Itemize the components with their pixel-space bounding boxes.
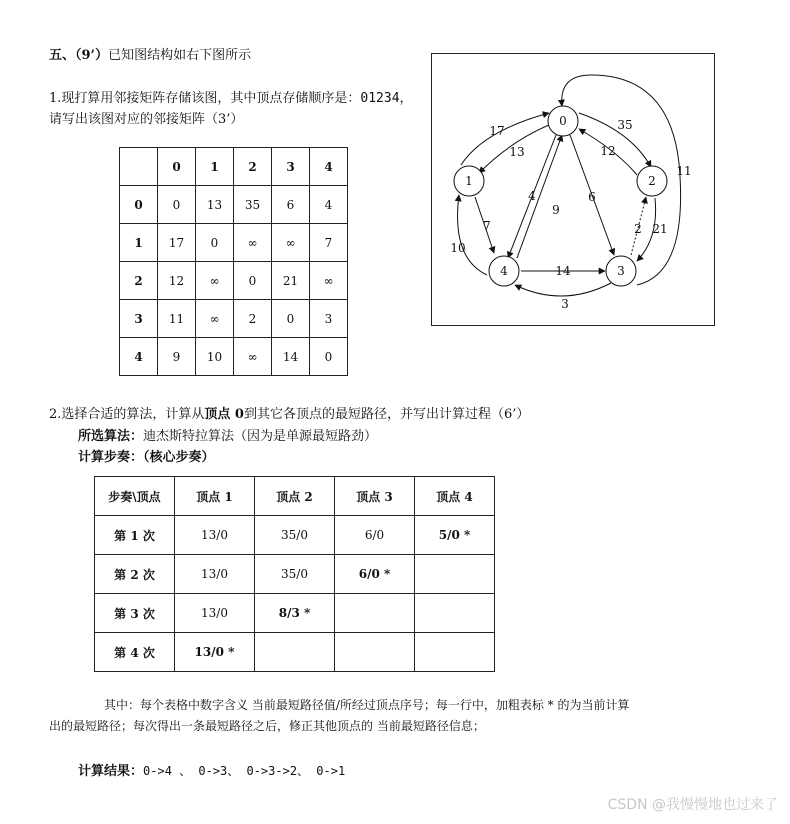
steps-header-row bbox=[95, 477, 495, 516]
graph-node-label: 0 bbox=[559, 114, 567, 128]
edge-weight-label: 7 bbox=[483, 219, 491, 233]
matrix-cell: 7 bbox=[310, 224, 348, 262]
matrix-cell: 17 bbox=[158, 224, 196, 262]
matrix-cell: ∞ bbox=[234, 338, 272, 376]
steps-col-header: 顶点 1 bbox=[175, 477, 255, 516]
matrix-col-header: 3 bbox=[272, 148, 310, 186]
edge-weight-label: 10 bbox=[450, 241, 466, 255]
edge-weight-label: 6 bbox=[588, 190, 596, 204]
matrix-row bbox=[120, 262, 348, 300]
graph-node-label: 4 bbox=[500, 264, 508, 278]
matrix-cell: 2 bbox=[234, 300, 272, 338]
graph-diagram bbox=[431, 53, 715, 326]
matrix-row-header: 2 bbox=[120, 262, 158, 300]
steps-cell: 35/0 bbox=[255, 516, 335, 555]
steps-row bbox=[95, 516, 495, 555]
graph-svg bbox=[431, 53, 715, 326]
edge-weight-label: 14 bbox=[555, 264, 571, 278]
edge-3-4 bbox=[515, 283, 611, 296]
matrix-cell: 4 bbox=[310, 186, 348, 224]
edge-weight-label: 11 bbox=[676, 164, 692, 178]
matrix-cell: 11 bbox=[158, 300, 196, 338]
matrix-col-header: 2 bbox=[234, 148, 272, 186]
steps-cell bbox=[415, 555, 495, 594]
steps-cell-selected: 5/0 * bbox=[415, 516, 495, 555]
steps-row-label: 第 4 次 bbox=[95, 633, 175, 672]
edge-weight-label: 21 bbox=[652, 222, 668, 236]
result-line bbox=[78, 760, 345, 779]
steps-cell bbox=[255, 633, 335, 672]
matrix-cell: 0 bbox=[310, 338, 348, 376]
csdn-watermark: CSDN @我慢慢地也过来了 bbox=[607, 797, 778, 813]
matrix-col-header: 4 bbox=[310, 148, 348, 186]
matrix-row bbox=[120, 224, 348, 262]
matrix-cell: 0 bbox=[158, 186, 196, 224]
matrix-cell: 21 bbox=[272, 262, 310, 300]
matrix-col-header: 1 bbox=[196, 148, 234, 186]
algo-label: 所选算法： bbox=[78, 429, 144, 444]
steps-cell: 6/0 bbox=[335, 516, 415, 555]
steps-row bbox=[95, 633, 495, 672]
steps-row bbox=[95, 594, 495, 633]
matrix-cell: ∞ bbox=[310, 262, 348, 300]
q1-line2: 请写出该图对应的邻接矩阵（3’） bbox=[49, 112, 244, 127]
q2-prefix: 2.选择合适的算法，计算从 bbox=[49, 407, 205, 422]
steps-col-header: 步奏\顶点 bbox=[95, 477, 175, 516]
edge-weight-label: 9 bbox=[552, 203, 560, 217]
graph-node-label: 2 bbox=[648, 174, 656, 188]
adjacency-matrix-table bbox=[119, 147, 348, 376]
steps-cell bbox=[335, 633, 415, 672]
algo-value: 迪杰斯特拉算法（因为是单源最短路劲） bbox=[143, 429, 378, 444]
graph-node-label: 1 bbox=[465, 174, 473, 188]
matrix-cell: ∞ bbox=[196, 300, 234, 338]
q1-text: 1.现打算用邻接矩阵存储该图，其中顶点存储顺序是： bbox=[49, 91, 361, 106]
steps-cell: 13/0 bbox=[175, 594, 255, 633]
note-line2: 出的最短路径；每次得出一条最短路径之后，修正其他顶点的 当前最短路径信息； bbox=[49, 719, 485, 733]
steps-cell bbox=[335, 594, 415, 633]
matrix-row-header: 1 bbox=[120, 224, 158, 262]
edge-weight-label: 17 bbox=[489, 124, 505, 138]
q2-line bbox=[49, 403, 529, 422]
matrix-row-header: 3 bbox=[120, 300, 158, 338]
matrix-cell: ∞ bbox=[234, 224, 272, 262]
section-number: 五、（9’） bbox=[49, 48, 109, 63]
matrix-row-header: 0 bbox=[120, 186, 158, 224]
matrix-cell: ∞ bbox=[196, 262, 234, 300]
matrix-cell: 13 bbox=[196, 186, 234, 224]
algo-line bbox=[78, 425, 377, 444]
matrix-header-row bbox=[120, 148, 348, 186]
steps-cell-selected: 13/0 * bbox=[175, 633, 255, 672]
steps-cell: 35/0 bbox=[255, 555, 335, 594]
matrix-cell: 0 bbox=[196, 224, 234, 262]
graph-node-label: 3 bbox=[617, 264, 625, 278]
matrix-cell: 12 bbox=[158, 262, 196, 300]
matrix-cell: 9 bbox=[158, 338, 196, 376]
steps-col-header: 顶点 4 bbox=[415, 477, 495, 516]
edge-4-1 bbox=[458, 195, 487, 275]
matrix-cell: 0 bbox=[272, 300, 310, 338]
edge-weight-label: 2 bbox=[634, 222, 642, 236]
edge-0-2 bbox=[579, 113, 651, 167]
matrix-cell: 0 bbox=[234, 262, 272, 300]
matrix-cell: 14 bbox=[272, 338, 310, 376]
steps-cell bbox=[415, 633, 495, 672]
matrix-row-header: 4 bbox=[120, 338, 158, 376]
steps-cell-selected: 6/0 * bbox=[335, 555, 415, 594]
steps-row-label: 第 2 次 bbox=[95, 555, 175, 594]
matrix-cell: ∞ bbox=[272, 224, 310, 262]
matrix-cell: 35 bbox=[234, 186, 272, 224]
result-label: 计算结果： bbox=[78, 764, 144, 779]
matrix-cell: 10 bbox=[196, 338, 234, 376]
steps-row bbox=[95, 555, 495, 594]
q1-order: 01234， bbox=[360, 91, 413, 106]
result-value: 0->4 、 0->3、 0->3->2、 0->1 bbox=[143, 764, 346, 778]
dijkstra-steps-table bbox=[94, 476, 495, 672]
matrix-row bbox=[120, 186, 348, 224]
matrix-col-header: 0 bbox=[158, 148, 196, 186]
matrix-row bbox=[120, 300, 348, 338]
q2-suffix: 到其它各顶点的最短路径，并写出计算过程（6’） bbox=[243, 407, 530, 422]
matrix-cell: 6 bbox=[272, 186, 310, 224]
edge-weight-label: 4 bbox=[528, 189, 536, 203]
steps-cell-selected: 8/3 * bbox=[255, 594, 335, 633]
edge-weight-label: 35 bbox=[617, 118, 633, 132]
steps-col-header: 顶点 3 bbox=[335, 477, 415, 516]
q1-line1 bbox=[49, 87, 413, 106]
matrix-row bbox=[120, 338, 348, 376]
steps-col-header: 顶点 2 bbox=[255, 477, 335, 516]
steps-cell bbox=[415, 594, 495, 633]
q2-vertex: 顶点 0 bbox=[204, 407, 244, 422]
edge-weight-label: 12 bbox=[600, 144, 616, 158]
section-title: 已知图结构如右下图所示 bbox=[108, 48, 252, 63]
steps-row-label: 第 1 次 bbox=[95, 516, 175, 555]
steps-cell: 13/0 bbox=[175, 516, 255, 555]
matrix-cell: 3 bbox=[310, 300, 348, 338]
steps-cell: 13/0 bbox=[175, 555, 255, 594]
edge-1-0 bbox=[461, 113, 549, 165]
steps-label: 计算步奏：（核心步奏） bbox=[78, 450, 215, 465]
steps-row-label: 第 3 次 bbox=[95, 594, 175, 633]
matrix-corner-cell bbox=[120, 148, 158, 186]
edge-weight-label: 13 bbox=[509, 145, 525, 159]
section-heading bbox=[49, 44, 251, 63]
note-line1: 其中：每个表格中数字含义 当前最短路径值/所经过顶点序号；每一行中，加粗表标 * 的为当前计算 bbox=[104, 698, 630, 712]
edge-weight-label: 3 bbox=[561, 297, 569, 311]
